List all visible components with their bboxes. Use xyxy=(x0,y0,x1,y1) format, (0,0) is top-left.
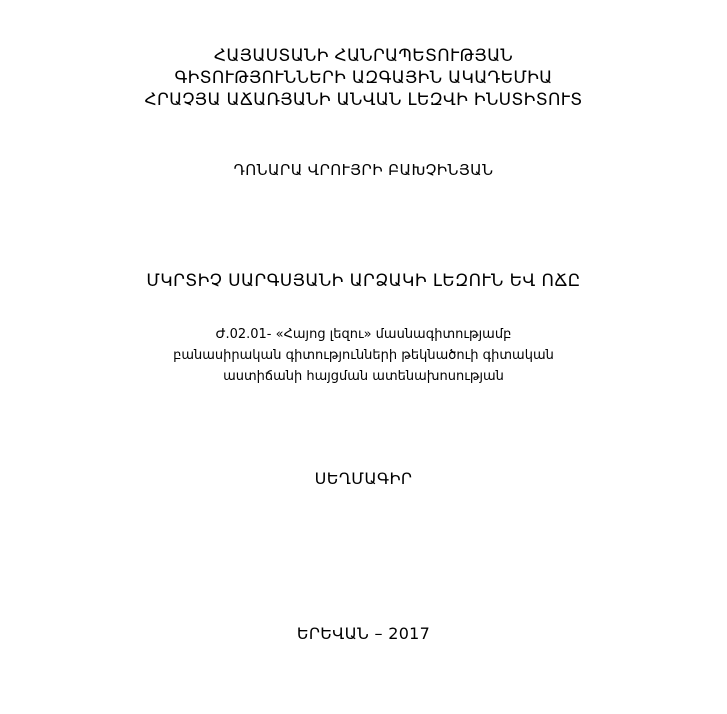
specialty-line-3: աստիճանի հայցման ատենախոսության xyxy=(223,369,504,384)
specialty-line-1: Ժ.02.01- «Հայոց լեզու» մասնագիտությամբ xyxy=(215,327,512,342)
author-name: ԴՈՆԱՐԱ ՎՐՈՒՅՐԻ ԲԱԽՉԻՆՅԱՆ xyxy=(233,161,494,179)
document-type: ՍԵՂՄԱԳԻՐ xyxy=(314,469,413,488)
institution-line-3: ՀՐԱՉՅԱ ԱՃԱՌՅԱՆԻ ԱՆՎԱՆ ԼԵԶՎԻ ԻՆՍՏԻՏՈՒՏ xyxy=(144,90,583,110)
institution-block xyxy=(0,45,727,111)
city-year: ԵՐԵՎԱՆ – 2017 xyxy=(296,624,431,643)
specialty-block xyxy=(0,324,727,387)
institution-line-2: ԳԻՏՈՒԹՅՈՒՆՆԵՐԻ ԱԶԳԱՅԻՆ ԱԿԱԴԵՄԻԱ xyxy=(174,68,553,88)
specialty-line-2: բանասիրական գիտությունների թեկնածուի գիտական xyxy=(173,348,554,363)
institution-line-1: ՀԱՅԱՍՏԱՆԻ ՀԱՆՐԱՊԵՏՈՒԹՅԱՆ xyxy=(213,46,514,66)
thesis-title: ՄԿՐՏԻՉ ՍԱՐԳՍՅԱՆԻ ԱՐՁԱԿԻ ԼԵԶՈՒՆ ԵՎ ՈՃԸ xyxy=(146,271,581,291)
